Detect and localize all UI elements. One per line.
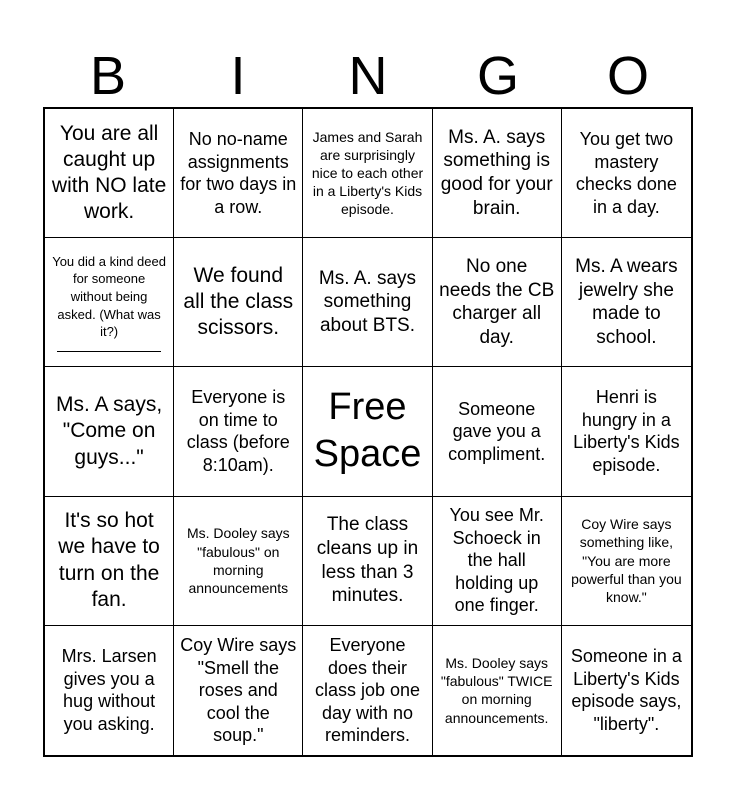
cell-text: Mrs. Larsen gives you a hug without you asking. bbox=[61, 646, 157, 734]
bingo-cell-3-5[interactable] bbox=[562, 367, 691, 496]
cell-text: It's so hot we have to turn on the fan. bbox=[58, 509, 160, 611]
bingo-cell-5-1[interactable] bbox=[45, 626, 174, 755]
answer-blank-line bbox=[57, 351, 161, 352]
bingo-cell-3-2[interactable] bbox=[174, 367, 303, 496]
bingo-header bbox=[43, 44, 693, 108]
cell-text: Someone gave you a compliment. bbox=[448, 398, 546, 464]
cell-text: No one needs the CB charger all day. bbox=[439, 255, 555, 349]
bingo-cell-4-4[interactable] bbox=[433, 497, 562, 626]
cell-text: James and Sarah are surprisingly nice to each other in a Liberty's Kids episode. bbox=[311, 128, 424, 218]
bingo-cell-1-2[interactable] bbox=[174, 109, 303, 238]
bingo-cell-2-4[interactable] bbox=[433, 238, 562, 367]
cell-text: We found all the class scissors. bbox=[183, 263, 294, 340]
cell-text: No no-name assignments for two days in a row. bbox=[180, 129, 297, 217]
cell-text: You are all caught up with NO late work. bbox=[51, 121, 167, 224]
bingo-cell-5-3[interactable] bbox=[303, 626, 432, 755]
bingo-cell-2-5[interactable] bbox=[562, 238, 691, 367]
cell-text: The class cleans up in less than 3 minutes. bbox=[316, 514, 419, 607]
bingo-cell-4-5[interactable] bbox=[562, 497, 691, 626]
header-letter-n: N bbox=[348, 46, 388, 106]
bingo-cell-1-4[interactable] bbox=[433, 109, 562, 238]
bingo-cell-1-1[interactable] bbox=[45, 109, 174, 238]
bingo-cell-4-3[interactable] bbox=[303, 497, 432, 626]
bingo-cell-1-3[interactable] bbox=[303, 109, 432, 238]
bingo-cell-4-2[interactable] bbox=[174, 497, 303, 626]
cell-text: Everyone is on time to class (before 8:10am). bbox=[186, 387, 290, 475]
cell-text: Henri is hungry in a Liberty's Kids episode. bbox=[573, 387, 680, 475]
bingo-cell-5-2[interactable] bbox=[174, 626, 303, 755]
bingo-cell-1-5[interactable] bbox=[562, 109, 691, 238]
cell-text: You see Mr. Schoeck in the hall holding up one finger. bbox=[449, 505, 544, 616]
bingo-card-grid bbox=[43, 107, 693, 757]
bingo-cell-2-1[interactable] bbox=[45, 238, 174, 367]
cell-text: Ms. Dooley says "fabulous" TWICE on morning announcements. bbox=[440, 655, 553, 726]
cell-text: Ms. A wears jewelry she made to school. bbox=[575, 255, 678, 349]
bingo-cell-3-1[interactable] bbox=[45, 367, 174, 496]
bingo-cell-5-5[interactable] bbox=[562, 626, 691, 755]
cell-text: You did a kind deed for someone without being asked. (What was it?) bbox=[52, 253, 166, 340]
cell-text: Ms. Dooley says "fabulous" on morning announcements bbox=[186, 525, 290, 596]
cell-text: Coy Wire says something like, "You are more powerful than you know." bbox=[571, 516, 682, 605]
cell-text: Ms. A. says something is good for your brain. bbox=[440, 126, 553, 219]
header-letter-i: I bbox=[230, 46, 246, 106]
free-space-cell[interactable] bbox=[303, 367, 432, 496]
cell-text: Everyone does their class job one day with no reminders. bbox=[314, 635, 421, 746]
bingo-cell-5-4[interactable] bbox=[433, 626, 562, 755]
cell-text: Ms. A. says something about BTS. bbox=[318, 267, 417, 337]
header-letter-o: O bbox=[606, 46, 649, 106]
cell-text: Ms. A says, "Come on guys..." bbox=[55, 393, 163, 469]
bingo-cell-4-1[interactable] bbox=[45, 497, 174, 626]
free-space-text: Free Space bbox=[313, 385, 422, 476]
bingo-cell-2-2[interactable] bbox=[174, 238, 303, 367]
cell-text: You get two mastery checks done in a day. bbox=[575, 129, 677, 217]
cell-text: Someone in a Liberty's Kids episode says, "liberty". bbox=[570, 646, 682, 734]
header-letter-b: B bbox=[89, 46, 127, 106]
cell-text: Coy Wire says "Smell the roses and cool the soup." bbox=[180, 635, 297, 746]
bingo-cell-3-4[interactable] bbox=[433, 367, 562, 496]
bingo-cell-2-3[interactable] bbox=[303, 238, 432, 367]
header-letter-g: G bbox=[476, 46, 519, 106]
